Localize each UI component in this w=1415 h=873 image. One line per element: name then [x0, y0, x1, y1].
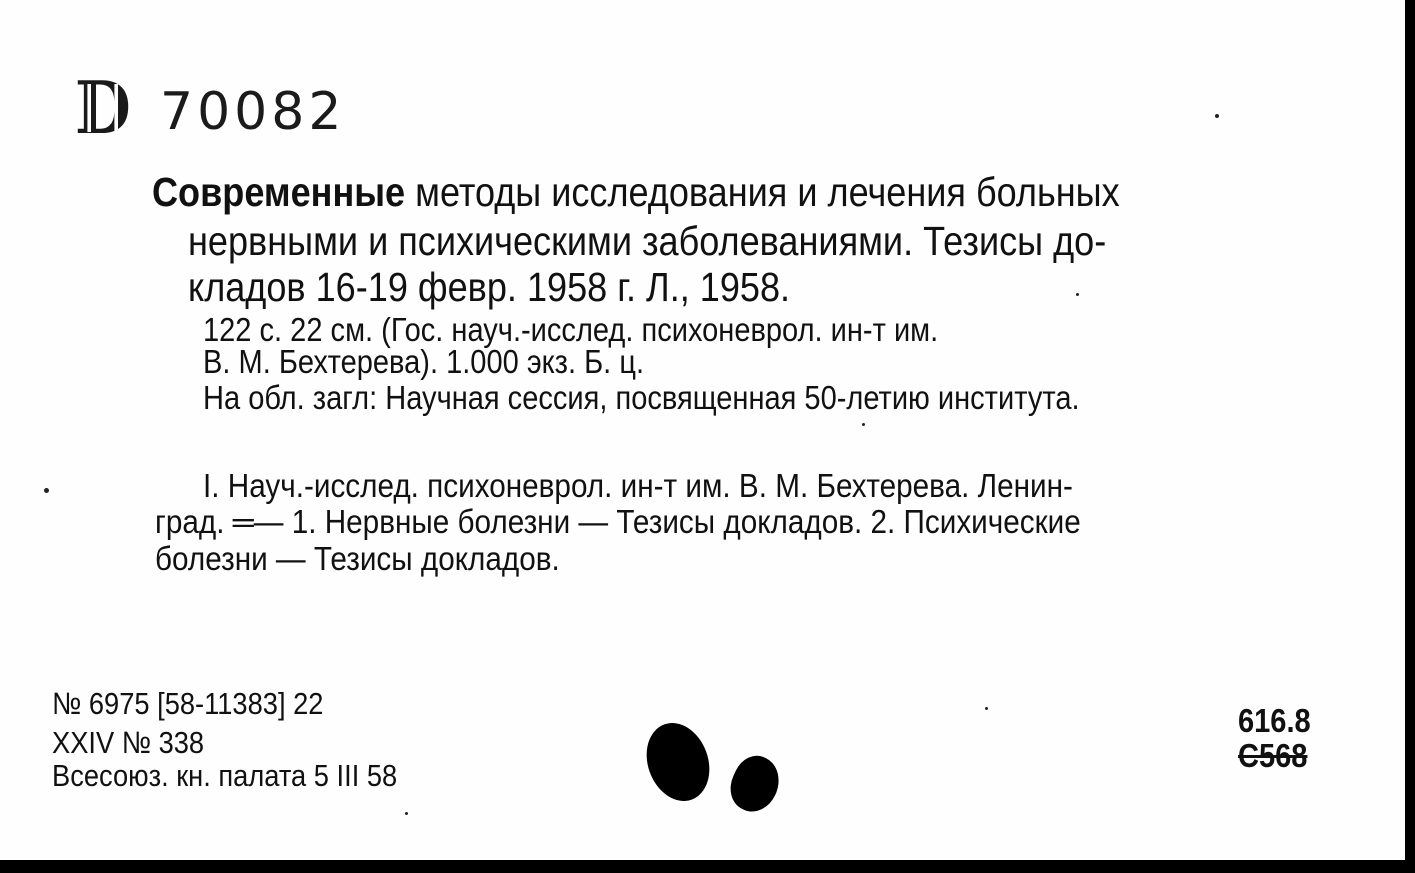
title-lead: Современные — [152, 169, 406, 215]
tracing-line-3: болезни — Тезисы докладов. — [155, 540, 560, 577]
title-line-3: кладов 16-19 февр. 1958 г. Л., 1958. — [188, 264, 791, 310]
title-line-2: нервными и психическими заболеваниями. Тезисы до- — [188, 218, 1107, 264]
ink-speck — [985, 707, 988, 710]
ink-speck — [44, 488, 49, 493]
description-line-1: 122 с. 22 см. (Гос. науч.-исслед. психоневрол. ин-т им. — [203, 311, 939, 348]
footer-line-3: Всесоюз. кн. палата 5 III 58 — [52, 758, 398, 793]
description-line-2: В. М. Бехтерева). 1.000 экз. Б. ц. — [203, 343, 645, 380]
tracing-line-2: град. ═— 1. Нервные болезни — Тезисы докладов. 2. Психические — [155, 503, 1081, 540]
description-line-3: На обл. загл: Научная сессия, посвященная 50-летию института. — [203, 379, 1080, 416]
footer-line-2: XXIV № 338 — [52, 725, 205, 760]
tracing-line-1: I. Науч.-исслед. психоневрол. ин-т им. В. М. Бехтерева. Ленин- — [203, 467, 1073, 504]
ink-speck — [862, 423, 865, 426]
ink-blot-large — [636, 714, 720, 810]
udc-classmark: 616.8 — [1238, 702, 1311, 739]
ink-blot-small — [722, 749, 787, 819]
cutter-mark: С568 — [1238, 737, 1308, 774]
footer-line-1: № 6975 [58-11383] 22 — [52, 686, 324, 721]
ink-speck — [1076, 293, 1079, 296]
ink-speck — [405, 812, 408, 815]
title-line-1 — [152, 167, 1120, 217]
handwritten-number: 70082 — [160, 82, 346, 142]
title-line-1-rest: методы исследования и лечения больных — [405, 169, 1120, 215]
library-stamp: D — [74, 65, 131, 150]
ink-speck — [1215, 114, 1219, 118]
